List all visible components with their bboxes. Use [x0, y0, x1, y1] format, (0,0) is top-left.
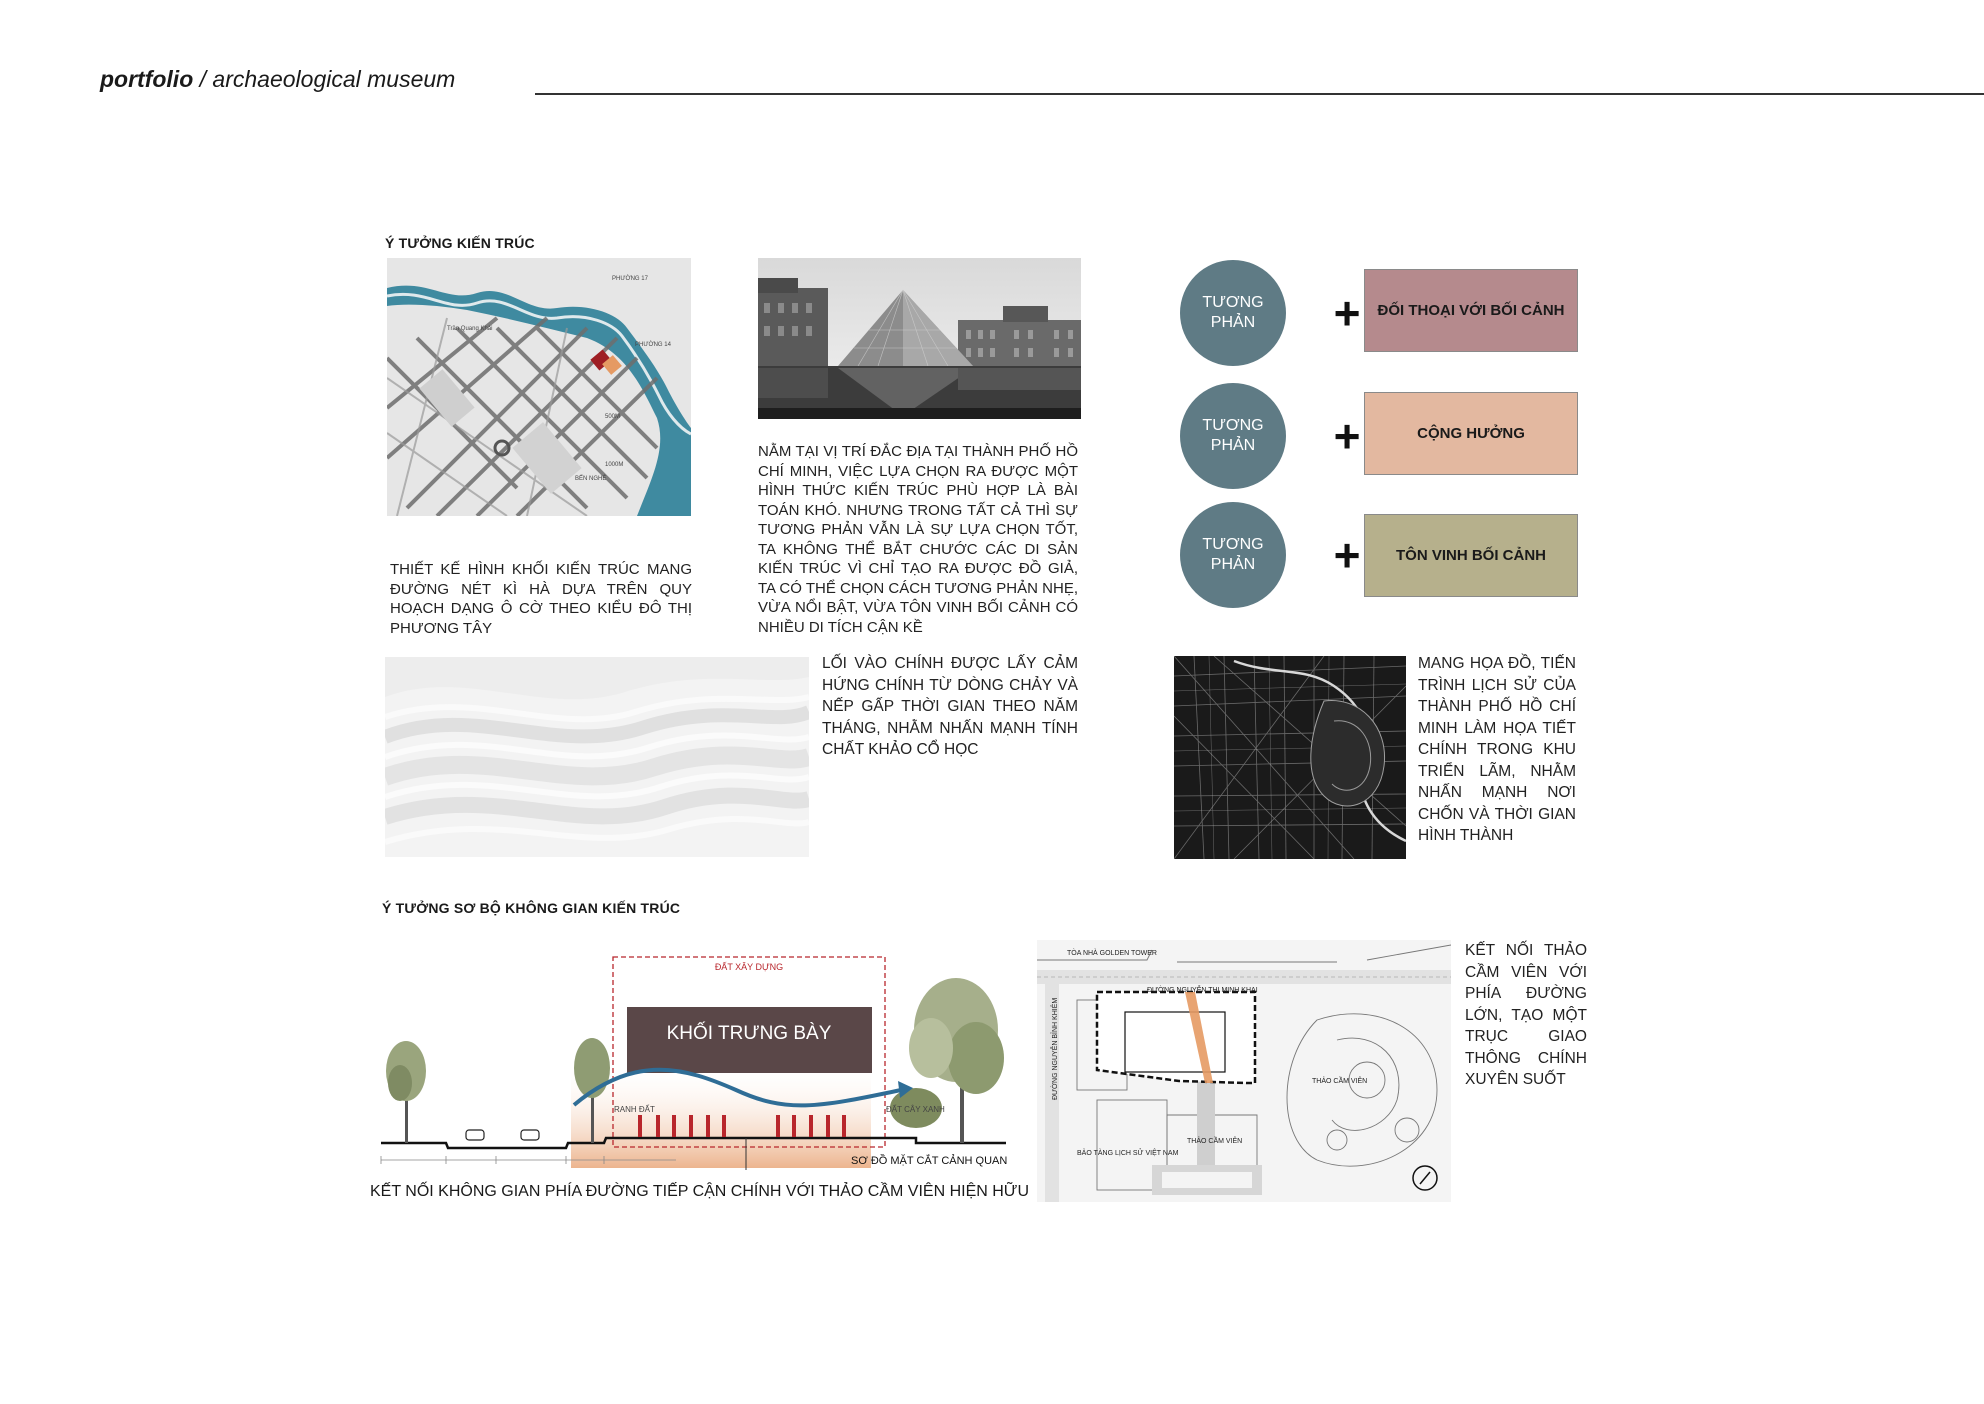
plan-label-zoo2: THẢO CẦM VIÊN: [1187, 1138, 1243, 1145]
landscape-section-diagram: [376, 938, 1016, 1176]
map-label-street: Trần Quang Khải: [447, 326, 493, 332]
concept-diagram: [1180, 257, 1580, 607]
concept-box-resonance: CỘNG HƯỞNG: [1364, 392, 1578, 475]
plan-label-road1: ĐƯỜNG NGUYỄN THỊ MINH KHAI: [1147, 987, 1258, 994]
map-label-ward1: PHƯỜNG 17: [612, 276, 648, 282]
contrast-circle-2-label: TƯƠNG PHẢN: [1202, 417, 1264, 454]
map-label-ward2: PHƯỜNG 14: [635, 342, 671, 348]
flowing-wave-image: [385, 657, 809, 857]
contrast-circle-3-label: TƯƠNG PHẢN: [1202, 536, 1264, 573]
map-label-500m: 500M: [605, 414, 621, 420]
entrance-caption: LỐI VÀO CHÍNH ĐƯỢC LẤY CẢM HỨNG CHÍNH TỪ DÒNG CHẢY VÀ NẾP GẤP THỜI GIAN THEO NĂM THÁNG, NHẰM NHẤN MẠNH TÍNH CHẤT KHẢO CỔ HỌC: [822, 655, 1078, 758]
concept-box-honor: TÔN VINH BỐI CẢNH: [1364, 514, 1578, 597]
brand-label: portfolio: [100, 66, 194, 92]
plus-sign-2: +: [1333, 410, 1361, 462]
page-header: [100, 66, 455, 93]
district-map-image: [387, 258, 691, 516]
photo-caption: NẰM TẠI VỊ TRÍ ĐẮC ĐỊA TẠI THÀNH PHỐ HỒ CHÍ MINH, VIỆC LỰA CHỌN RA ĐƯỢC MỘT HÌNH THỨC KIẾN TRÚC PHÙ HỢP LÀ BÀI TOÁN KHÓ. NHƯNG TRONG TẤT CẢ THÌ SỰ TƯƠNG PHẢN VẪN LÀ SỰ LỰA CHỌN TỐT, TA KHÔNG THỂ BẮT CHƯỚC CÁC DI SẢN KIẾN TRÚC VÌ CHỈ TẠO RA ĐƯỢC ĐỒ GIẢ, TA CÓ THỂ CHỌN CÁCH TƯƠNG PHẢN NHẸ, VỪA NỔI BẬT, VỪA TÔN VINH BỐI CẢNH CÓ NHIỀU DI TÍCH CẬN KỀ: [758, 443, 1078, 636]
right-boundary-label: ĐẤT CÂY XANH: [886, 1105, 945, 1114]
header-divider: [535, 93, 1984, 95]
map-label-ward3: BẾN NGHÉ: [575, 476, 607, 482]
historic-city-map-image: [1174, 656, 1406, 859]
exhibition-block-label: KHỐI TRƯNG BÀY: [666, 1023, 832, 1044]
map-caption: THIẾT KẾ HÌNH KHỐI KIẾN TRÚC MANG ĐƯỜNG NÉT KÌ HÀ DỰA TRÊN QUY HOẠCH DẠNG Ô CỜ THEO KIỂU ĐÔ THỊ PHƯƠNG TÂY: [390, 561, 692, 637]
contrast-circle-1: [1180, 260, 1286, 366]
section-title-architecture-idea: Ý TƯỞNG KIẾN TRÚC: [385, 235, 535, 251]
plan-label-museum: BẢO TÀNG LỊCH SỬ VIỆT NAM: [1077, 1150, 1179, 1157]
contrast-circle-3: [1180, 502, 1286, 608]
section-caption: KẾT NỐI KHÔNG GIAN PHÍA ĐƯỜNG TIẾP CẬN CHÍNH VỚI THẢO CẦM VIÊN HIỆN HỮU: [370, 1183, 1030, 1200]
plan-label-zoo1: THẢO CẦM VIÊN: [1312, 1078, 1368, 1085]
contrast-circle-2: [1180, 383, 1286, 489]
site-plan-image: [1037, 940, 1451, 1202]
glass-pyramid-photo: [758, 258, 1081, 419]
plan-caption: KẾT NỐI THẢO CẦM VIÊN VỚI PHÍA ĐƯỜNG LỚN, TẠO MỘT TRỤC GIAO THÔNG CHÍNH XUYÊN SUỐT: [1465, 942, 1587, 1088]
site-label: ĐẤT XÂY DỰNG: [714, 962, 784, 972]
left-boundary-label: RANH ĐẤT: [614, 1105, 655, 1114]
plan-label-tower: TÒA NHÀ GOLDEN TOWER: [1067, 950, 1157, 957]
plus-sign-1: +: [1333, 287, 1361, 339]
plus-sign-3: +: [1333, 529, 1361, 581]
concept-box-dialogue: ĐỐI THOẠI VỚI BỐI CẢNH: [1364, 269, 1578, 352]
plan-label-road2: ĐƯỜNG NGUYỄN BỈNH KHIÊM: [1052, 997, 1059, 1100]
map-label-1000m: 1000M: [605, 462, 624, 468]
header-subtitle: / archaeological museum: [193, 66, 456, 92]
contrast-circle-1-label: TƯƠNG PHẢN: [1202, 294, 1264, 331]
citymap-caption: MANG HỌA ĐỒ, TIẾN TRÌNH LỊCH SỬ CỦA THÀNH PHỐ HỒ CHÍ MINH LÀM HỌA TIẾT CHÍNH TRONG KHU TRIỂN LÃM, NHẰM NHẤN MẠNH NƠI CHỐN VÀ THỜI GIAN HÌNH THÀNH: [1418, 655, 1576, 844]
section-diagram-label: SƠ ĐỒ MẶT CẮT CẢNH QUAN: [851, 1155, 1008, 1167]
section-title-spatial-idea: Ý TƯỞNG SƠ BỘ KHÔNG GIAN KIẾN TRÚC: [382, 900, 681, 916]
